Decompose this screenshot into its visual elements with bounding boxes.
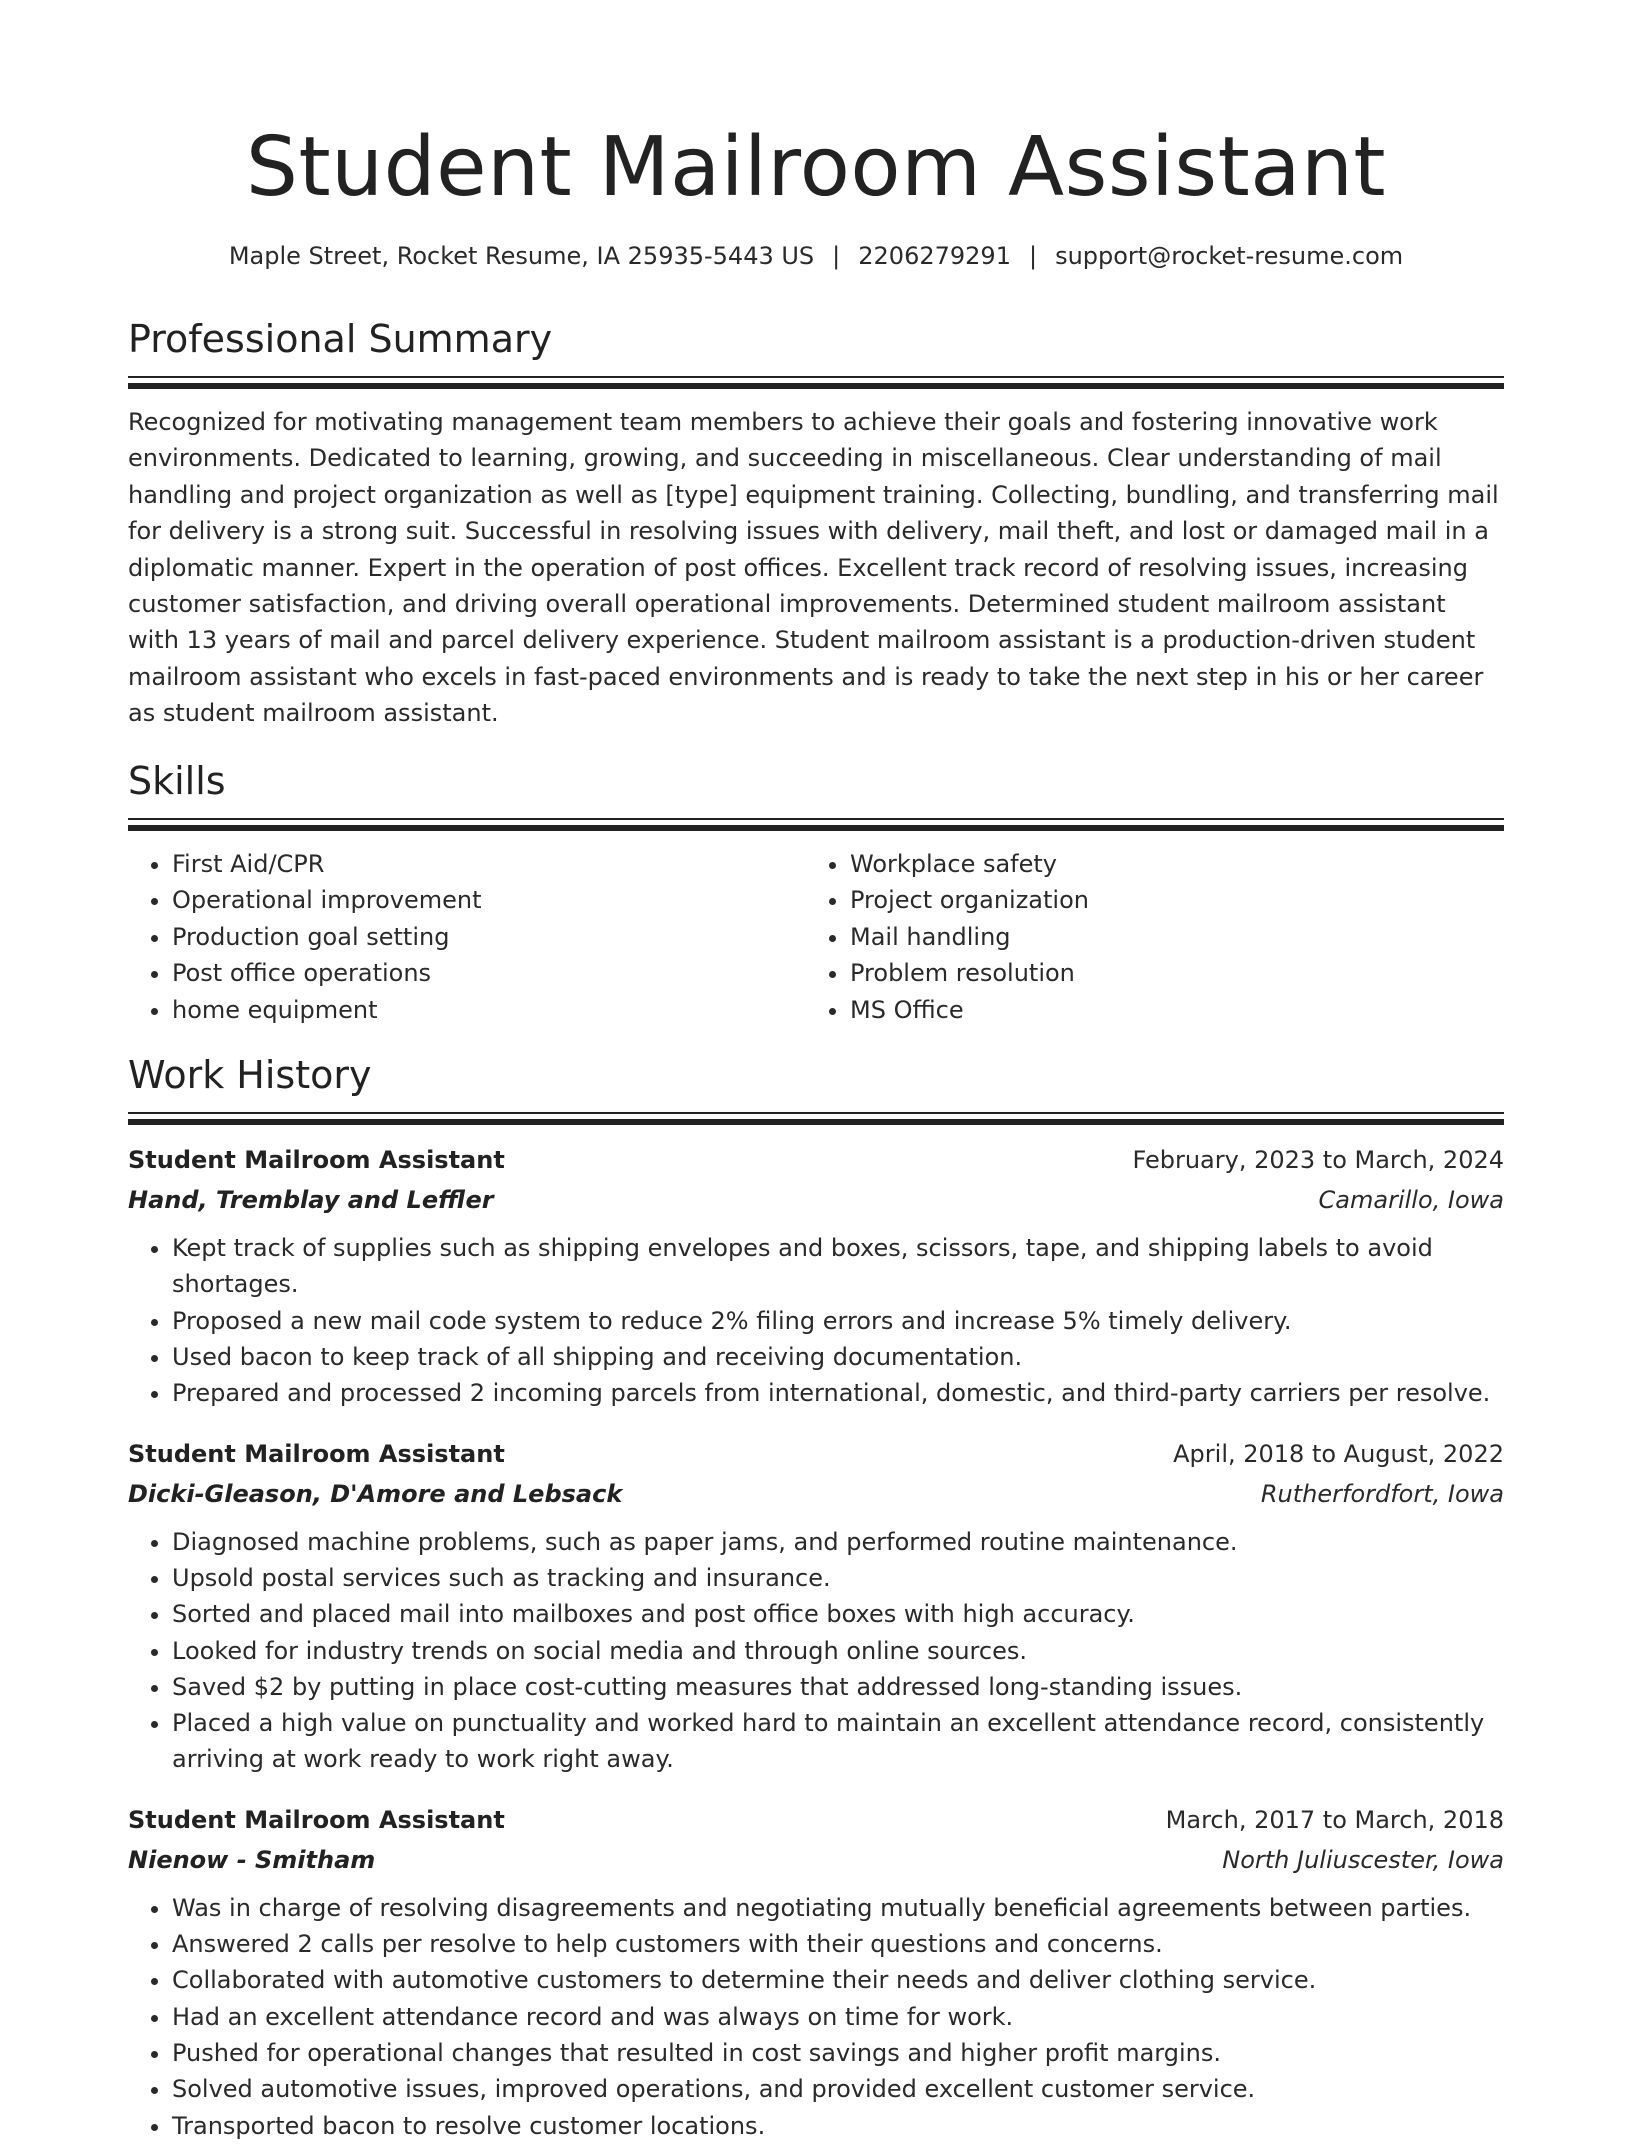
skills-columns — [128, 846, 1504, 1029]
contact-email[interactable]: support@rocket-resume.com — [1055, 242, 1404, 270]
job-entry — [128, 1140, 1504, 1411]
skill-item: • MS Office — [850, 992, 1484, 1029]
job-bullets — [128, 1230, 1504, 1411]
job-company: Nienow - Smitham — [128, 1845, 376, 1874]
job-location: Camarillo, Iowa — [1318, 1186, 1504, 1215]
section-divider — [128, 818, 1504, 832]
job-entry — [128, 1434, 1504, 1778]
job-bullet: • Answered 2 calls per resolve to help customers with their questions and concerns. — [172, 1926, 1504, 1962]
job-location: North Juliuscester, Iowa — [1222, 1845, 1504, 1874]
skill-item: • Workplace safety — [850, 846, 1484, 883]
contact-separator: | — [832, 242, 841, 270]
job-dates: April, 2018 to August, 2022 — [1173, 1439, 1504, 1468]
job-bullet: • Had an excellent attendance record and was always on time for work. — [172, 1999, 1504, 2035]
skill-item: • Operational improvement — [172, 882, 806, 919]
job-bullet: • Proposed a new mail code system to reduce 2% filing errors and increase 5% timely delivery. — [172, 1303, 1504, 1339]
job-location: Rutherfordfort, Iowa — [1260, 1479, 1504, 1508]
contact-phone: 2206279291 — [858, 242, 1011, 270]
job-bullet: • Kept track of supplies such as shipping envelopes and boxes, scissors, tape, and shipping labels to avoid shortages. — [172, 1230, 1504, 1303]
professional-summary-section — [128, 314, 1504, 732]
section-title-summary: Professional Summary — [128, 317, 553, 361]
skill-item: • First Aid/CPR — [172, 846, 806, 883]
contact-separator: | — [1028, 242, 1038, 270]
job-bullet: • Was in charge of resolving disagreements and negotiating mutually beneficial agreements between parties. — [172, 1890, 1504, 1926]
section-title-work-history: Work History — [128, 1053, 372, 1098]
skills-section — [128, 756, 1504, 1029]
work-history-section — [128, 1050, 1504, 2144]
job-bullet: • Upsold postal services such as tracking and insurance. — [172, 1560, 1504, 1596]
job-bullet: • Saved $2 by putting in place cost-cutting measures that addressed long-standing issues. — [172, 1669, 1504, 1705]
skill-item: • Project organization — [850, 882, 1484, 919]
job-entry — [128, 1800, 1504, 2144]
job-bullet: • Pushed for operational changes that resulted in cost savings and higher profit margins. — [172, 2035, 1504, 2071]
skills-list-left — [128, 846, 806, 1029]
skill-item: • home equipment — [172, 992, 806, 1029]
resume-page — [128, 0, 1504, 2144]
job-bullets — [128, 1524, 1504, 1778]
job-bullet: • Diagnosed machine problems, such as paper jams, and performed routine maintenance. — [172, 1524, 1504, 1560]
job-bullet: • Transported bacon to resolve customer locations. — [172, 2108, 1504, 2144]
section-title-skills: Skills — [128, 758, 226, 803]
skill-item: • Mail handling — [850, 919, 1484, 956]
job-dates: February, 2023 to March, 2024 — [1132, 1146, 1504, 1175]
job-title: Student Mailroom Assistant — [128, 1805, 505, 1834]
skills-list-right — [806, 846, 1484, 1029]
job-title: Student Mailroom Assistant — [128, 1439, 505, 1468]
job-bullet: • Solved automotive issues, improved operations, and provided excellent customer service. — [172, 2071, 1504, 2107]
job-bullet: • Prepared and processed 2 incoming parcels from international, domestic, and third-party carriers per resolve. — [172, 1375, 1504, 1411]
skill-item: • Post office operations — [172, 955, 806, 992]
contact-address: Maple Street, Rocket Resume, IA 25935-5443 US — [228, 242, 815, 270]
job-company: Dicki-Gleason, D'Amore and Lebsack — [128, 1479, 623, 1508]
job-company: Hand, Tremblay and Leffler — [128, 1186, 494, 1215]
job-bullet: • Sorted and placed mail into mailboxes and post office boxes with high accuracy. — [172, 1596, 1504, 1632]
section-divider — [128, 376, 1504, 390]
summary-text: Recognized for motivating management team members to achieve their goals and fostering innovative work environments. Dedicated to learning, growing, and succeeding in miscellaneous. Clear understanding of mail handling and project organization as well as [type] equipment training. Collecting, bundling, and transferring mail for delivery is a strong suit. Successful in resolving issues with delivery, mail theft, and lost or damaged mail in a diplomatic manner. Expert in the operation of post offices. Excellent track record of resolving issues, increasing customer satisfaction, and driving overall operational improvements. Determined student mailroom assistant with 13 years of mail and parcel delivery experience. Student mailroom assistant is a production-driven student mailroom assistant who excels in fast-paced environments and is ready to take the next step in his or her career as student mailroom assistant. — [128, 408, 1499, 728]
job-bullet: • Used bacon to keep track of all shipping and receiving documentation. — [172, 1339, 1504, 1375]
section-divider — [128, 1112, 1504, 1126]
job-title: Student Mailroom Assistant — [128, 1146, 505, 1175]
job-bullet: • Collaborated with automotive customers to determine their needs and deliver clothing service. — [172, 1962, 1504, 1998]
job-bullet: • Placed a high value on punctuality and worked hard to maintain an excellent attendance record, consistently arriving at work ready to work right away. — [172, 1705, 1504, 1778]
skill-item: • Production goal setting — [172, 919, 806, 956]
candidate-name: Student Mailroom Assistant — [245, 120, 1387, 215]
job-dates: March, 2017 to March, 2018 — [1165, 1805, 1504, 1834]
contact-line — [128, 236, 1504, 276]
skill-item: • Problem resolution — [850, 955, 1484, 992]
job-bullet: • Looked for industry trends on social media and through online sources. — [172, 1633, 1504, 1669]
job-bullets — [128, 1890, 1504, 2144]
